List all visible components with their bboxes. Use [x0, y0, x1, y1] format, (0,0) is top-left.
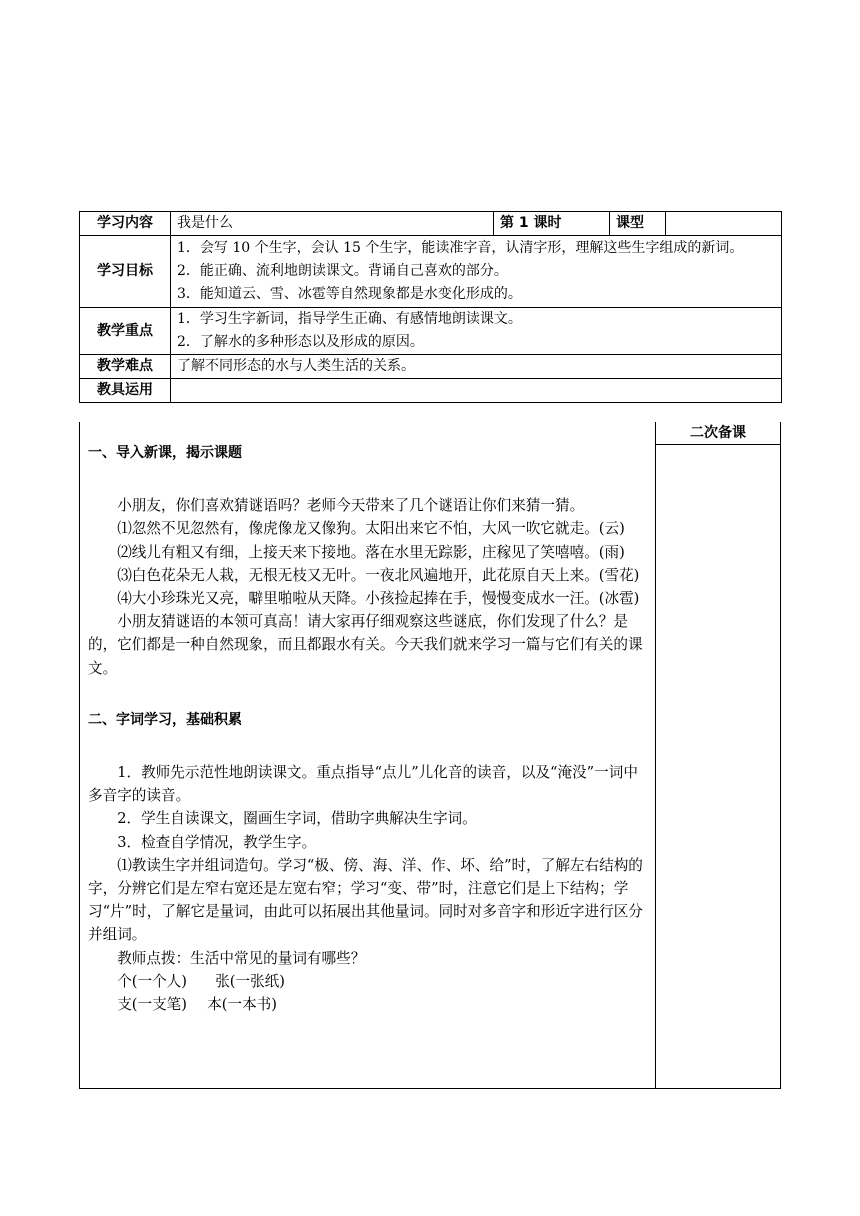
- riddle-1: ⑴忽然不见忽然有，像虎像龙又像狗。太阳出来它不怕，大风一吹它就走。(云): [117, 520, 625, 538]
- paragraph: 3．检查自学情况，教学生字。: [117, 833, 317, 851]
- section-heading-1: 一、导入新课，揭示课题: [88, 445, 242, 461]
- secondary-prep-title: 二次备课: [656, 422, 780, 445]
- goal-item: 2．能正确、流利地朗读课文。背诵自己喜欢的部分。: [177, 263, 508, 279]
- paragraph: 1．教师先示范性地朗读课文。重点指导“点儿”儿化音的读音，以及“淹没”一词中多音字的读音。: [88, 764, 638, 805]
- tools-label: 教具运用: [80, 379, 171, 403]
- focus-item: 2．了解水的多种形态以及形成的原因。: [177, 334, 424, 350]
- measure-word: 个(一个人): [117, 972, 187, 990]
- focus-label: 教学重点: [80, 308, 171, 355]
- lesson-body: [79, 422, 781, 1089]
- focus-item: 1．学习生字新词，指导学生正确、有感情地朗读课文。: [177, 311, 522, 327]
- teaching-process: [80, 422, 656, 1088]
- paragraph: ⑴教读生字并组词造句。学习“极、傍、海、洋、作、坏、给”时，了解左右结构的字，分辨它们是左窄右宽还是左宽右窄；学习“变、带”时，注意它们是上下结构；学习“片”时，了解它是量词，由此可以拓展出其他量词。同时对多音字和形近字进行区分并组词。: [88, 856, 643, 944]
- tools-text: [171, 379, 782, 403]
- period: 第 1 课时: [494, 212, 610, 236]
- riddle-3: ⑶白色花朵无人栽，无根无枝又无叶。一夜北风遍地开，此花原自天上来。(雪花): [117, 566, 640, 584]
- paragraph: 小朋友猜谜语的本领可真高！请大家再仔细观察这些谜底，你们发现了什么？是的，它们都是一种自然现象，而且都跟水有关。今天我们就来学习一篇与它们有关的课文。: [88, 613, 643, 677]
- goals-cell: [171, 236, 782, 308]
- focus-cell: [171, 308, 782, 355]
- measure-word: 张(一张纸): [215, 972, 285, 990]
- goal-item: 3．能知道云、雪、冰雹等自然现象都是水变化形成的。: [177, 286, 522, 302]
- lesson-title: 我是什么: [171, 212, 494, 236]
- content-label: 学习内容: [80, 212, 171, 236]
- measure-word-row: [88, 970, 649, 993]
- type-value: [666, 212, 782, 236]
- riddle-2: ⑵线儿有粗又有细，上接天来下接地。落在水里无踪影，庄稼见了笑嘻嘻。(雨): [117, 543, 625, 561]
- lesson-info-table: [79, 211, 782, 403]
- goals-label: 学习目标: [80, 236, 171, 308]
- goal-item: 1．会写 10 个生字，会认 15 个生字，能读准字音，认清字形，理解这些生字组成的新词。: [177, 240, 744, 256]
- secondary-prep-column: [656, 422, 780, 1088]
- measure-word-row: [88, 993, 649, 1016]
- lesson-plan-header: [79, 211, 781, 403]
- section-heading-2: 二、字词学习，基础积累: [88, 711, 242, 728]
- paragraph: 教师点拨：生活中常见的量词有哪些？: [117, 949, 366, 967]
- measure-word: 支(一支笔): [117, 996, 187, 1014]
- paragraph: 小朋友，你们喜欢猜谜语吗？老师今天带来了几个谜语让你们来猜一猜。: [117, 497, 585, 515]
- riddle-4: ⑷大小珍珠光又亮，噼里啪啦从天降。小孩捡起捧在手，慢慢变成水一汪。(冰雹): [117, 590, 640, 608]
- paragraph: 2．学生自读课文，圈画生字词，借助字典解决生字词。: [117, 810, 477, 828]
- difficulty-label: 教学难点: [80, 355, 171, 379]
- measure-word: 本(一本书): [207, 996, 277, 1014]
- difficulty-text: 了解不同形态的水与人类生活的关系。: [171, 355, 782, 379]
- type-label: 课型: [610, 212, 666, 236]
